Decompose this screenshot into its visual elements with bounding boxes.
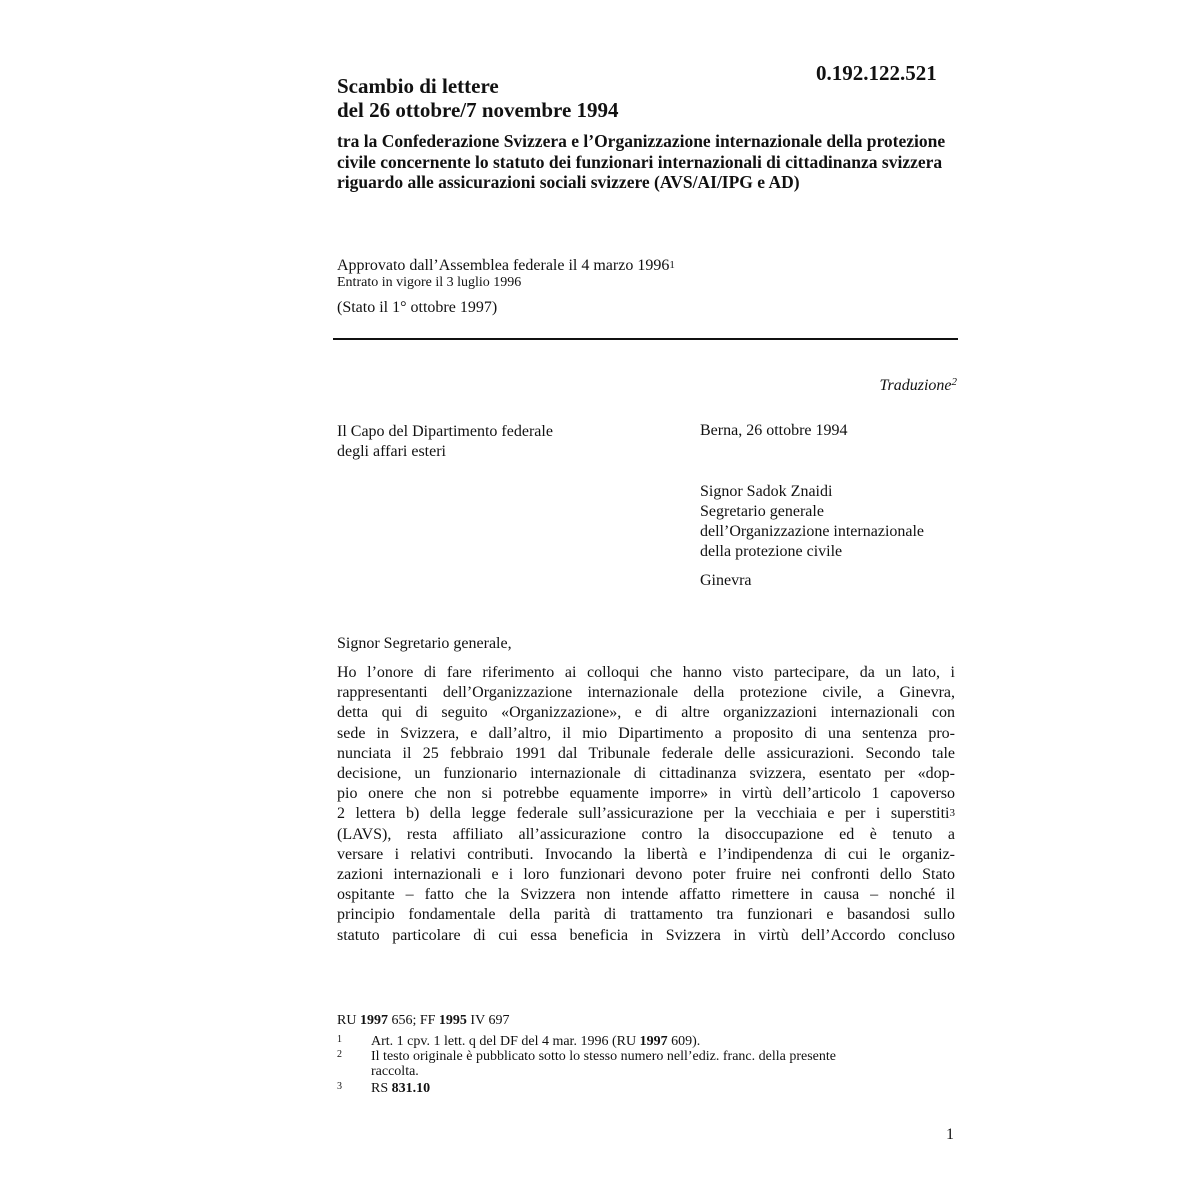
sender-line-2: degli affari esteri xyxy=(337,443,446,460)
header-divider xyxy=(333,338,958,340)
body-line: pio onere che non si potrebbe equamente imporre» in virtù dell’articolo 1 capoverso xyxy=(337,785,955,803)
translation-note xyxy=(879,377,957,395)
body-line: detta qui di seguito «Organizzazione», e di altre organizzazioni internazionali con xyxy=(337,704,955,722)
footnote-number: 3 xyxy=(337,1081,342,1092)
salutation: Signor Segretario generale, xyxy=(337,635,512,652)
addressee-line: Segretario generale xyxy=(700,503,824,520)
body-line: decisione, un funzionario internazionale di cittadinanza svizzera, esentato per «dop- xyxy=(337,765,955,783)
footnote-ref-2: 2 xyxy=(951,376,957,388)
addressee-city: Ginevra xyxy=(700,572,752,589)
addressee-line: Signor Sadok Znaidi xyxy=(700,483,833,500)
status-line: (Stato il 1° ottobre 1997) xyxy=(337,299,498,316)
letter-body xyxy=(337,663,955,946)
body-line: statuto particolare di cui essa beneficia in Svizzera in virtù dell’Accordo concluso xyxy=(337,926,955,944)
body-line: (LAVS), resta affiliato all’assicurazione contro la disoccupazione ed è tenuto a xyxy=(337,825,955,843)
body-line: ospitante – fatto che la Svizzera non intende affatto rimettere in causa – nonché il xyxy=(337,886,955,904)
letter-sender xyxy=(337,422,553,462)
body-line: nunciata il 25 febbraio 1991 dal Tribunale federale delle assicurazioni. Secondo tale xyxy=(337,744,955,762)
source-text: IV 697 xyxy=(466,1013,510,1028)
footnote-text: raccolta. xyxy=(371,1064,419,1079)
source-text: 656; FF xyxy=(387,1013,439,1028)
sender-line-1: Il Capo del Dipartimento federale xyxy=(337,423,553,440)
source-year: 1995 xyxy=(438,1013,467,1028)
title-line-2: del 26 ottobre/7 novembre 1994 xyxy=(337,98,619,122)
place-date: Berna, 26 ottobre 1994 xyxy=(700,422,848,439)
approval-text: Approvato dall’Assemblea federale il 4 marzo 1996 xyxy=(337,257,670,274)
document-title xyxy=(337,74,757,122)
footnote-text: Il testo originale è pubblicato sotto lo stesso numero nell’ediz. franc. della presente xyxy=(371,1049,836,1064)
footnote-number: 1 xyxy=(337,1034,342,1045)
document-subtitle: tra la Confederazione Svizzera e l’Organizzazione internazionale della protezione civile concernente lo statuto dei funzionari internazionali di cittadinanza svizzera riguardo alle assicurazioni sociali svizzere (AVS/AI/IPG e AD) xyxy=(337,131,946,192)
body-line: versare i relativi contributi. Invocando la libertà e l’indipendenza di cui le organiz- xyxy=(337,845,955,863)
in-force-line: Entrato in vigore il 3 luglio 1996 xyxy=(337,275,522,290)
letter-addressee xyxy=(700,482,924,562)
translation-label: Traduzione xyxy=(879,377,952,394)
body-line: Ho l’onore di fare riferimento ai colloqui che hanno visto partecipare, da un lato, i xyxy=(337,664,955,681)
source-year: 1997 xyxy=(359,1013,388,1028)
source-text: RU xyxy=(337,1013,360,1028)
page-number: 1 xyxy=(946,1126,954,1143)
title-line-1: Scambio di lettere xyxy=(337,74,499,98)
body-line: 2 lettera b) della legge federale sull’assicurazione per la vecchiaia e per i superstiti$^3$ xyxy=(337,805,955,823)
body-line: principio fondamentale della parità di trattamento tra funzionari e basandosi sullo xyxy=(337,906,955,924)
footnote-number: 2 xyxy=(337,1049,342,1060)
body-line: zazioni internazionali e i loro funzionari devono poter fruire nei confronti dello Stato xyxy=(337,866,955,884)
footnote-ref-3: 3 xyxy=(949,807,955,820)
footnote-text: RS 831.10 xyxy=(371,1081,431,1096)
sr-number: 0.192.122.521 xyxy=(816,61,937,85)
footnote-text: Art. 1 cpv. 1 lett. q del DF del 4 mar. 1996 (RU 1997 609). xyxy=(371,1034,701,1049)
addressee-line: della protezione civile xyxy=(700,543,843,560)
addressee-line: dell’Organizzazione internazionale xyxy=(700,523,925,540)
body-line: rappresentanti dell’Organizzazione internazionale della protezione civile, a Ginevra, xyxy=(337,684,955,702)
footnote-ref-1: 1 xyxy=(669,259,675,271)
body-line: sede in Svizzera, e dall’altro, il mio Dipartimento a proposito di una sentenza pro- xyxy=(337,724,955,742)
footnote-source xyxy=(337,1013,509,1029)
approval-line xyxy=(337,256,675,276)
